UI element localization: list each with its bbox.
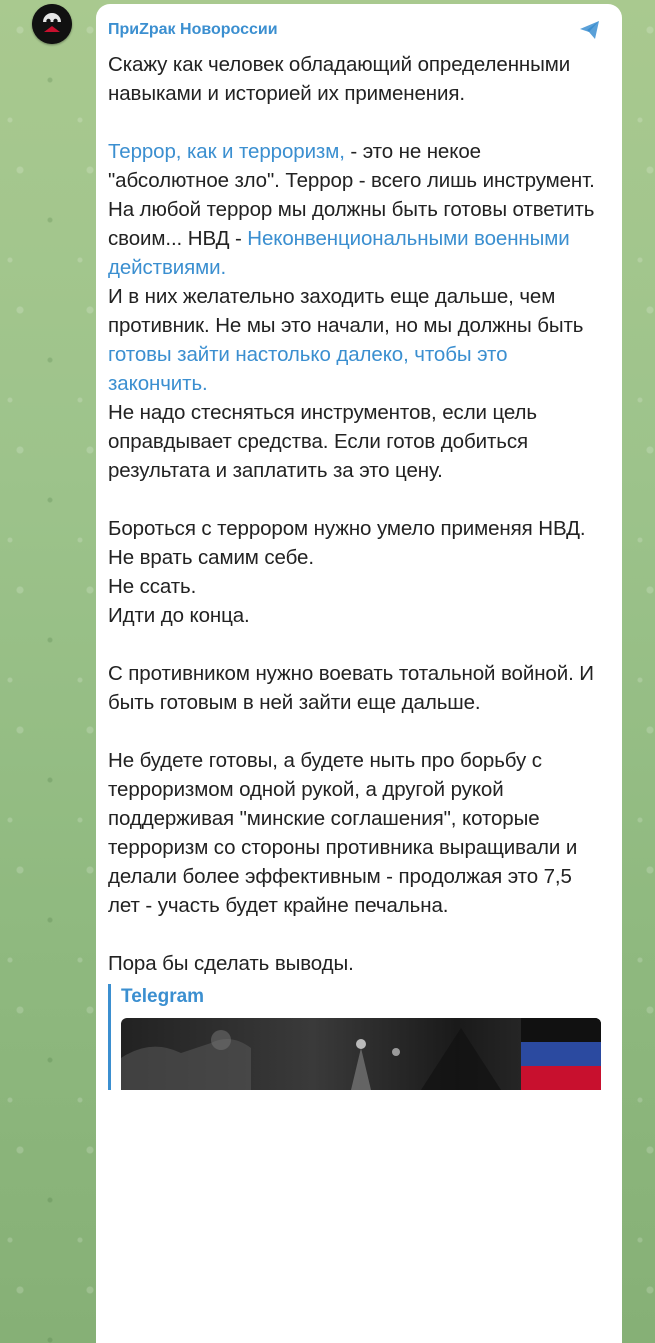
link-preview-site-name: Telegram: [121, 986, 205, 1007]
paragraph-further: [108, 282, 602, 398]
terror-text: - это не некое "абсолютное зло". Террор - всего лишь инструмент.: [108, 140, 595, 192]
paragraph-conclusion: Пора бы сделать выводы.: [108, 952, 354, 975]
nvd-text: На любой террор мы должны быть готовы ответить своим... НВД -: [108, 198, 595, 250]
paragraph-tools: Не надо стесняться инструментов, если цель оправдывает средства. Если готов добиться результата и заплатить за это цену.: [108, 401, 537, 482]
line-no-lying: Не врать самим себе.: [108, 546, 314, 569]
share-arrow-icon[interactable]: [578, 18, 602, 42]
message-bubble: [96, 4, 622, 1343]
line-no-fear: Не ссать.: [108, 575, 197, 598]
paragraph-terror: [108, 137, 602, 195]
channel-name[interactable]: ПриZрак Новороссии: [108, 21, 278, 38]
further-link[interactable]: готовы зайти настолько далеко, чтобы это закончить.: [108, 343, 508, 395]
line-to-the-end: Идти до конца.: [108, 604, 250, 627]
further-text: И в них желательно заходить еще дальше, чем противник. Не мы это начали, но мы должны быть: [108, 285, 584, 337]
nvd-link[interactable]: Неконвенциональными военными действиями.: [108, 227, 570, 279]
paragraph-gap: [108, 920, 602, 949]
paragraph-warning: Не будете готовы, а будете ныть про борьбу с терроризмом одной рукой, а другой рукой поддерживая "минские соглашения", которые терроризм со стороны противника выращивали и делали более эффективным - продолжая это 7,5 лет - участь будет крайне печальна.: [108, 749, 578, 917]
paragraph-gap: [108, 485, 602, 514]
link-preview[interactable]: [108, 984, 602, 1090]
paragraph-total-war: С противником нужно воевать тотальной войной. И быть готовым в ней зайти еще дальше.: [108, 662, 594, 714]
paragraph-nvd: [108, 195, 602, 282]
paragraph-gap: [108, 108, 602, 137]
message-header: [108, 18, 602, 42]
channel-avatar[interactable]: [32, 4, 72, 44]
message-text: [108, 50, 602, 978]
line-fight-terror: Бороться с террором нужно умело применяя НВД.: [108, 517, 586, 540]
paragraph-gap: [108, 630, 602, 659]
avatar-icon: [32, 4, 72, 44]
paragraph-intro: Скажу как человек обладающий определенными навыками и историей их применения.: [108, 53, 571, 105]
terror-link[interactable]: Террор, как и терроризм,: [108, 140, 345, 163]
link-preview-image[interactable]: [121, 1018, 601, 1090]
flag-icon: [521, 1018, 601, 1090]
paragraph-gap: [108, 717, 602, 746]
